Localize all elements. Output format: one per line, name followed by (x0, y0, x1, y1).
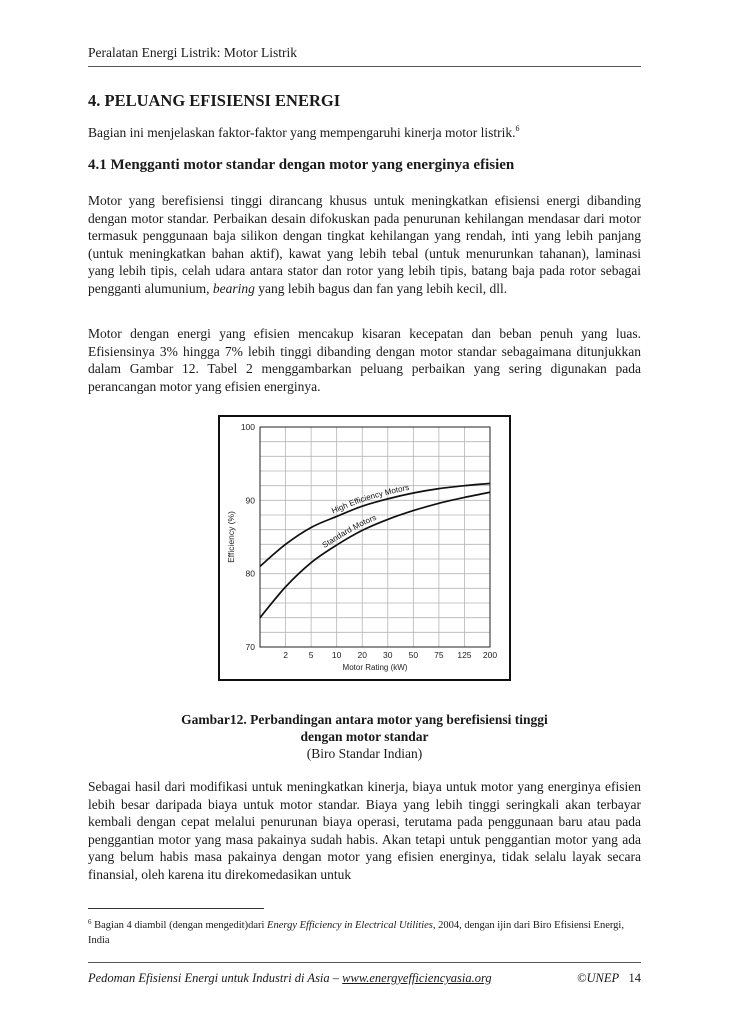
x-tick-label: 75 (434, 650, 444, 660)
figure-caption-source: (Biro Standar Indian) (306, 746, 423, 761)
section-intro (88, 124, 519, 141)
header-rule (88, 66, 641, 67)
footnote (88, 915, 641, 948)
footnote-rule (88, 908, 264, 909)
y-tick-label: 80 (245, 568, 255, 579)
footer-organization: ©UNEP (576, 971, 620, 985)
series-label-text: High Efficiency Motors (330, 482, 410, 516)
x-tick-label: 10 (331, 650, 342, 660)
series-label-text: Standard Motors (320, 512, 378, 550)
section-title: 4. PELUANG EFISIENSI ENERGI (88, 91, 341, 110)
x-axis-label: Motor Rating (kW) (342, 663, 408, 672)
y-tick-label: 70 (245, 642, 255, 652)
x-tick-label: 20 (357, 650, 367, 660)
subsection-title: 4.1 Mengganti motor standar dengan motor yang energinya efisien (88, 157, 515, 173)
x-tick-label: 30 (383, 650, 393, 660)
footer-publication: Pedoman Efisiensi Energi untuk Industri di Asia – (88, 971, 343, 985)
series-label-high-efficiency (330, 483, 410, 516)
intro-text: Bagian ini menjelaskan faktor-faktor yang mempengaruhi kinerja motor listrik. (88, 125, 516, 140)
chart-labels (226, 422, 497, 672)
x-tick-label: 50 (408, 650, 419, 660)
footnote-text-a: Bagian 4 diambil (dengan mengedit)dari (91, 920, 268, 931)
x-tick-label: 125 (457, 650, 472, 660)
paragraph-1-text-b: yang lebih bagus dan fan yang lebih kecil, dll. (254, 280, 508, 296)
y-axis-label: Efficiency (%) (226, 511, 236, 563)
paragraph-1 (88, 192, 641, 297)
paragraph-2: Motor dengan energi yang efisien mencakup kisaran kecepatan dan beban penuh yang luas. Efisiensinya 3% hingga 7% lebih tinggi dibanding dengan motor standar sebagaimana ditunjukkan dalam Gambar 12. Tabel 2 menggambarkan peluang perbaikan yang sering digunakan pada perancangan motor yang efisien energinya. (88, 326, 641, 394)
series-line-standard (260, 492, 490, 617)
footer-rule (88, 962, 641, 963)
footnote-reference[interactable]: 6 (515, 124, 520, 133)
footnote-source-title: Energy Efficiency in Electrical Utilities (267, 920, 433, 931)
footnote-mark: 6 (88, 918, 92, 926)
x-tick-label: 5 (308, 650, 314, 660)
x-tick-label: 2 (283, 650, 288, 660)
paragraph-1-italic-term: bearing (212, 280, 255, 296)
running-header: Peralatan Energi Listrik: Motor Listrik (88, 45, 297, 60)
y-tick-label: 90 (245, 495, 255, 506)
footer-right (577, 971, 641, 986)
figure-caption-subtitle: dengan motor standar (300, 729, 429, 744)
paragraph-3: Sebagai hasil dari modifikasi untuk meningkatkan kinerja, biaya untuk motor yang energinya efisien lebih besar daripada biaya untuk motor standar. Biaya yang lebih tinggi seringkali akan terbayar kembali dengan cepat melalui penurunan biaya operasi, terutama pada penggunaan baru atau pada penggantian motor yang masa pakainya sudah habis. Akan tetapi untuk penggantian motor yang ada yang belum habis masa pakainya dengan motor yang efisien energinya, tidak selalu layak secara finansial, oleh karena itu direkomedasikan untuk (88, 779, 641, 882)
chart-series (260, 483, 490, 617)
footer-left (88, 971, 492, 986)
efficiency-chart (220, 417, 509, 679)
x-tick-label: 200 (482, 650, 498, 660)
figure-caption-title: Gambar12. Perbandingan antara motor yang berefisiensi tinggi (181, 712, 548, 727)
efficiency-chart-figure (218, 415, 511, 681)
y-tick-label: 100 (240, 422, 255, 432)
paragraph-1-text-a: Motor yang berefisiensi tinggi dirancang khusus untuk meningkatkan efisiensi energi dibanding dengan motor standar. Perbaikan desain difokuskan pada penurunan kehilangan mendasar dari motor termasuk penggunaan baja silikon dengan tingkat kehilangan yang rendah, inti yang lebih panjang (untuk meningkatkan bahan aktif), kawat yang lebih tebal (untuk menurunkan tahanan), laminasi yang lebih tipis, celah udara antara stator dan rotor yang lebih tipis, batang baja pada rotor sebagai pengganti alumunium, (88, 193, 641, 296)
footnote-text-b: , 2004, dengan ijin dari Biro Efisiensi Energi, India (88, 920, 624, 946)
footer-website-link[interactable]: www.energyefficiencyasia.org (342, 971, 492, 985)
page-number: 14 (628, 971, 641, 985)
